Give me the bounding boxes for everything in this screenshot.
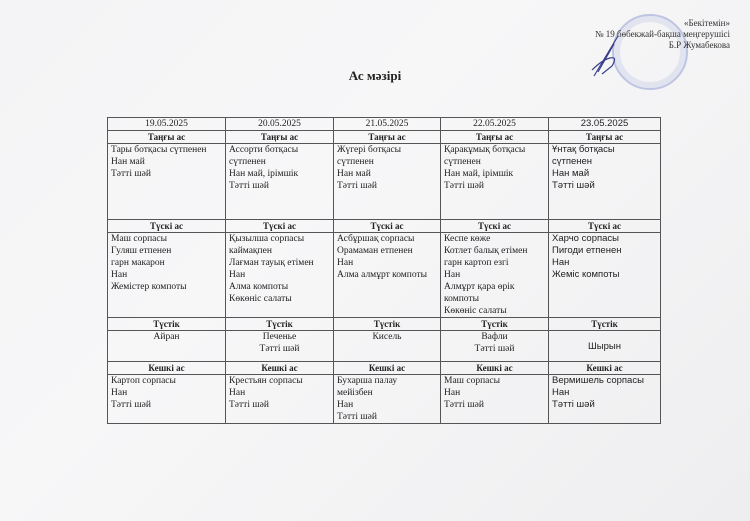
breakfast-cell <box>108 144 226 220</box>
menu-table <box>107 117 661 424</box>
breakfast-cell <box>549 144 661 220</box>
menu-item: сүтпенен <box>229 157 266 167</box>
snack-cell <box>441 331 549 362</box>
snack-label: Түстік <box>108 318 226 331</box>
snack-label: Түстік <box>334 318 441 331</box>
dinner-cell <box>549 375 661 424</box>
dinner-label: Кешкі ас <box>334 362 441 375</box>
menu-item: Көкөніс салаты <box>229 294 292 304</box>
breakfast-cell <box>441 144 549 220</box>
menu-item: Тәтті шәй <box>552 180 595 191</box>
lunch-cell <box>334 233 441 318</box>
menu-item: Тәтті шәй <box>229 181 269 191</box>
date-cell: 20.05.2025 <box>226 118 334 131</box>
lunch-cell <box>549 233 661 318</box>
menu-item: гарн картоп езгі <box>444 258 509 268</box>
menu-item: Нан <box>552 387 570 398</box>
menu-item: компоты <box>444 294 479 304</box>
menu-item: Тәтті шәй <box>474 344 515 354</box>
menu-item: Нан <box>444 270 461 280</box>
menu-item: Котлет балық етімен <box>444 246 528 256</box>
menu-item: Қаракұмық ботқасы <box>444 145 526 155</box>
menu-item: Нан май <box>337 169 371 179</box>
menu-item: Маш сорпасы <box>111 234 167 244</box>
dinner-label: Кешкі ас <box>441 362 549 375</box>
menu-item: Крестьян сорпасы <box>229 376 303 386</box>
menu-item: Тәтті шәй <box>111 169 151 179</box>
dinner-label: Кешкі ас <box>549 362 661 375</box>
lunch-cell <box>226 233 334 318</box>
menu-item: Гуляш етпенен <box>111 246 172 256</box>
breakfast-label: Таңғы ас <box>441 131 549 144</box>
breakfast-cell <box>226 144 334 220</box>
menu-item: Алма алмұрт компоты <box>337 270 428 280</box>
menu-item: сүтпенен <box>337 157 374 167</box>
menu-item: Тары ботқасы сүтпенен <box>111 145 207 155</box>
menu-item: Нан май, ірімшік <box>229 169 299 179</box>
menu-item: Алмұрт қара өрік <box>444 282 515 292</box>
menu-item: Нан <box>337 400 354 410</box>
dinner-cell <box>226 375 334 424</box>
menu-item: Асбұршақ сорпасы <box>337 234 415 244</box>
dinner-label: Кешкі ас <box>226 362 334 375</box>
date-cell: 19.05.2025 <box>108 118 226 131</box>
dinner-items-row <box>108 375 661 424</box>
menu-item: Қызылша сорпасы <box>229 234 305 244</box>
menu-item: мейізбен <box>337 388 373 398</box>
page-title: Ас мәзірі <box>348 68 402 83</box>
menu-item: гарн макарон <box>111 258 165 268</box>
menu-item: Көкөніс салаты <box>444 306 507 316</box>
lunch-cell <box>108 233 226 318</box>
snack-cell <box>226 331 334 362</box>
lunch-label: Түскі ас <box>441 220 549 233</box>
menu-item: сүтпенен <box>444 157 481 167</box>
snack-wrap <box>552 331 657 353</box>
menu-item: Нан <box>552 257 570 268</box>
snack-label: Түстік <box>441 318 549 331</box>
approval-block <box>560 18 730 51</box>
menu-item: Айран <box>153 332 180 342</box>
menu-item: Тәтті шәй <box>444 181 484 191</box>
menu-item: Нан <box>111 388 128 398</box>
dinner-label: Кешкі ас <box>108 362 226 375</box>
snack-label: Түстік <box>226 318 334 331</box>
menu-item: Нан <box>229 388 246 398</box>
lunch-cell <box>441 233 549 318</box>
menu-item: Ұнтақ ботқасы <box>552 144 615 155</box>
breakfast-label: Таңғы ас <box>226 131 334 144</box>
menu-item: Харчо сорпасы <box>552 233 619 244</box>
snack-items-row <box>108 331 661 362</box>
date-cell: 22.05.2025 <box>441 118 549 131</box>
menu-item: Лағман тауық етімен <box>229 258 314 268</box>
menu-item: Нан май <box>111 157 145 167</box>
menu-item: Жемістер компоты <box>111 282 187 292</box>
menu-item: Тәтті шәй <box>337 412 377 422</box>
menu-item: Бухарша палау <box>337 376 398 386</box>
lunch-header-row <box>108 220 661 233</box>
menu-item: Алма компоты <box>229 282 289 292</box>
snack-cell <box>108 331 226 362</box>
dinner-cell <box>441 375 549 424</box>
menu-item: Жеміс компоты <box>552 269 620 280</box>
menu-item: Тәтті шәй <box>259 344 300 354</box>
menu-item: Нан <box>229 270 246 280</box>
breakfast-label: Таңғы ас <box>549 131 661 144</box>
menu-item: Вермишель сорпасы <box>552 375 644 386</box>
lunch-label: Түскі ас <box>549 220 661 233</box>
menu-item: Пигоди етпенен <box>552 245 622 256</box>
menu-item: Нан <box>337 258 354 268</box>
menu-item: сүтпенен <box>552 156 593 167</box>
menu-item: Кисель <box>372 332 402 342</box>
menu-item: Ассорти ботқасы <box>229 145 299 155</box>
snack-header-row <box>108 318 661 331</box>
lunch-items-row <box>108 233 661 318</box>
dinner-cell <box>334 375 441 424</box>
menu-item: Тәтті шәй <box>111 400 151 410</box>
date-cell: 23.05.2025 <box>549 118 661 131</box>
menu-item: каймақпен <box>229 246 272 256</box>
lunch-label: Түскі ас <box>108 220 226 233</box>
menu-item: Вафли <box>481 332 508 342</box>
snack-cell <box>549 331 661 362</box>
menu-item: Жүгері ботқасы <box>337 145 402 155</box>
lunch-label: Түскі ас <box>334 220 441 233</box>
breakfast-cell <box>334 144 441 220</box>
menu-item: Печенье <box>262 332 297 342</box>
breakfast-label: Таңғы ас <box>334 131 441 144</box>
menu-item: Нан <box>111 270 128 280</box>
approval-position: № 19 бөбекжай-бақша меңгерушісі <box>594 29 730 39</box>
menu-item: Тәтті шәй <box>337 181 377 191</box>
snack-cell <box>334 331 441 362</box>
menu-item: Нан май <box>552 168 590 179</box>
date-row <box>108 118 661 131</box>
approval-signer: Б.Р Жумабекова <box>668 40 730 50</box>
breakfast-items-row <box>108 144 661 220</box>
menu-item: Тәтті шәй <box>229 400 269 410</box>
menu-item: Нан май, ірімшік <box>444 169 514 179</box>
menu-item: Картоп сорпасы <box>111 376 176 386</box>
menu-item: Маш сорпасы <box>444 376 500 386</box>
date-cell: 21.05.2025 <box>334 118 441 131</box>
breakfast-header-row <box>108 131 661 144</box>
menu-item: Тәтті шәй <box>444 400 484 410</box>
menu-item: Кеспе көже <box>444 234 491 244</box>
menu-item: Тәтті шәй <box>552 399 595 410</box>
dinner-header-row <box>108 362 661 375</box>
breakfast-label: Таңғы ас <box>108 131 226 144</box>
menu-item: Шырын <box>588 341 621 352</box>
approval-heading: «Бекітемін» <box>684 18 730 28</box>
lunch-label: Түскі ас <box>226 220 334 233</box>
snack-label: Түстік <box>549 318 661 331</box>
dinner-cell <box>108 375 226 424</box>
menu-item: Орамаман етпенен <box>337 246 413 256</box>
menu-item: Нан <box>444 388 461 398</box>
